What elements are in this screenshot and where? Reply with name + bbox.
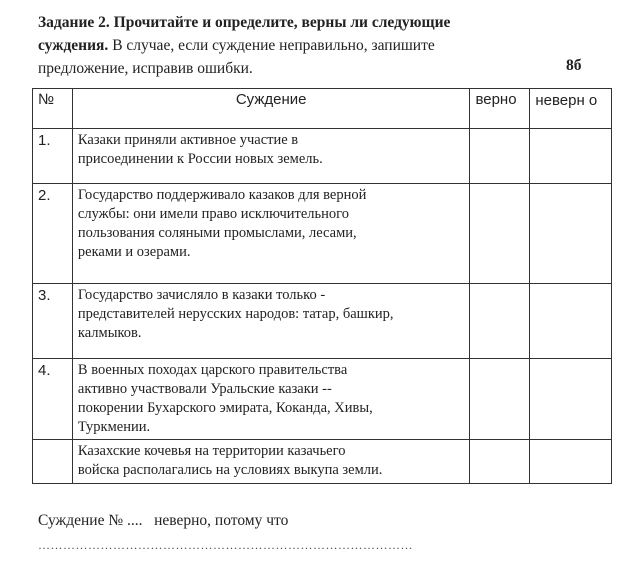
task-title: Задание 2. Прочитайте и определите, верны ли следующие <box>38 14 451 31</box>
row-number: 3. <box>33 284 73 359</box>
statement-line: Туркмении. <box>77 419 151 435</box>
statement-line: присоединении к России новых земель. <box>77 151 323 167</box>
header-false: неверн о <box>530 89 612 129</box>
statement-cell <box>72 440 470 484</box>
statement-line: войска располагались на условиях выкупа земли. <box>77 462 383 478</box>
answer-prompt: Суждение № .... неверно, потому что <box>38 512 289 529</box>
statement-cell <box>72 284 470 359</box>
statement-line: пользования соляными промыслами, лесами, <box>77 225 357 241</box>
task-instructions <box>38 11 598 80</box>
false-answer-cell[interactable] <box>530 359 612 440</box>
statement-cell <box>72 359 470 440</box>
statement-line: покорении Бухарского эмирата, Коканда, Хивы, <box>77 400 373 416</box>
true-answer-cell[interactable] <box>470 184 530 284</box>
table-row <box>33 129 612 184</box>
row-number: 1. <box>33 129 73 184</box>
false-answer-cell[interactable] <box>530 284 612 359</box>
true-answer-cell[interactable] <box>470 440 530 484</box>
statement-line: калмыков. <box>77 325 142 341</box>
statements-table <box>32 88 612 484</box>
true-answer-cell[interactable] <box>470 129 530 184</box>
row-number: 2. <box>33 184 73 284</box>
statement-cell <box>72 184 470 284</box>
statement-line: В военных походах царского правительства <box>77 362 348 378</box>
points-label: 8б <box>566 57 582 74</box>
answer-line[interactable]: ……………………………………………………………………………… <box>38 538 413 552</box>
statement-line: Казахские кочевья на территории казачьего <box>77 443 346 459</box>
statement-line: Государство зачисляло в казаки только - <box>77 287 326 303</box>
task-title-end: суждения. <box>38 37 109 54</box>
task-text-1: В случае, если суждение неправильно, запишите <box>108 37 435 54</box>
true-answer-cell[interactable] <box>470 359 530 440</box>
statement-cell <box>72 129 470 184</box>
statement-line: реками и озерами. <box>77 244 191 260</box>
statement-line: службы: они имели право исключительного <box>77 206 349 222</box>
table-header-row <box>33 89 612 129</box>
row-number <box>33 440 73 484</box>
statement-line: представителей нерусских народов: татар, башкир, <box>77 306 394 322</box>
row-number: 4. <box>33 359 73 440</box>
statement-line: Казаки приняли активное участие в <box>77 132 299 148</box>
table-row <box>33 359 612 440</box>
false-answer-cell[interactable] <box>530 184 612 284</box>
false-answer-cell[interactable] <box>530 440 612 484</box>
statement-line: Государство поддерживало казаков для верной <box>77 187 367 203</box>
header-statement: Суждение <box>72 89 470 129</box>
task-text-2: предложение, исправив ошибки. <box>38 60 253 77</box>
table-row <box>33 284 612 359</box>
table-row <box>33 184 612 284</box>
table-row <box>33 440 612 484</box>
false-answer-cell[interactable] <box>530 129 612 184</box>
header-number: № <box>33 89 73 129</box>
statement-line: активно участвовали Уральские казаки -- <box>77 381 332 397</box>
header-true: верно <box>470 89 530 129</box>
true-answer-cell[interactable] <box>470 284 530 359</box>
